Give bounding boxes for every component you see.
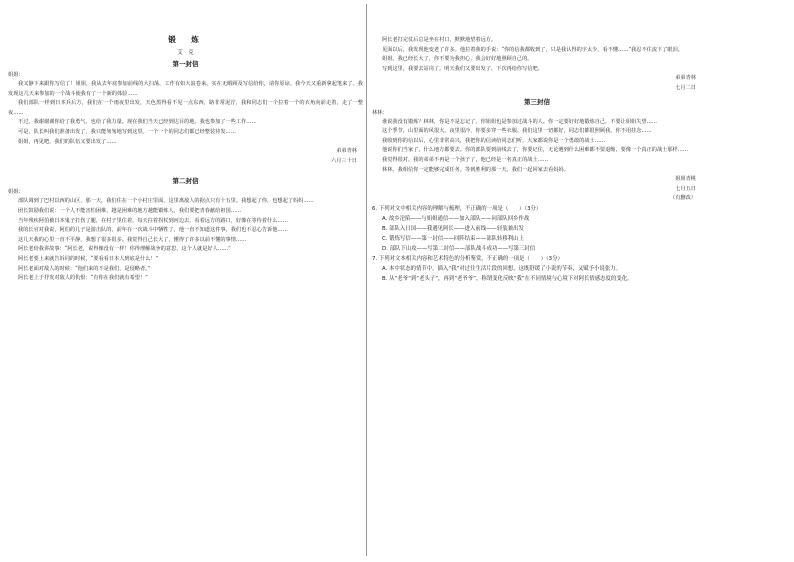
letter-2-heading: 第二封信 (172, 177, 199, 186)
letter-2-paragraph: 阿长老要上来就告诉同的时候，“要看看日本人到底是什么！” (18, 255, 159, 262)
letter-2-continued-paragraph: 见面以后，我发现他变老了许多。他拉着我的手说：“你的信我都收到了，只是我认得的字太少，看不懂……”我忍不住流下了眼泪。 (382, 46, 683, 53)
letter-3-heading: 第三封信 (524, 97, 550, 106)
letter-3-paragraph: 林林，我相信你一定能够完成任务。等到胜利的那一天，我们一起回家去看妈妈。 (382, 166, 569, 173)
letter-3-date: 七月五日 (675, 185, 696, 192)
question-7-option-b: B. 从“老爷”到“老头子”，再到“老爷爷”，称谓变化反映“我”在不同情境与心境下对阿长情感态度的变化。 (382, 275, 633, 282)
letter-1-paragraph: 姐姐，再见吧，我们的队伍又要出发了…… (18, 138, 117, 145)
letter-2-continued-paragraph: 阿长老打完仗后总是坐在村口，默默地望着远方。 (382, 37, 497, 43)
letter-3-signature: 姐姐青桃 (675, 176, 696, 183)
letter-1-paragraph: 我们部队一样到日本兵后方，我们在一个雨夜里出发，天色黑得看不见一点东西，路非常泥泞，我和同志们一个拉着一个的衣角向前走着，走了一整夜…… (8, 100, 363, 116)
letter-3-paragraph: 他说你们当家了，什么地方都要去。你的部队要到前线去了，你要记住，无论遇到什么困难都不要退缩，要像一个真正的战士那样…… (382, 147, 689, 154)
letter-1-date: 六月三十日 (331, 157, 357, 164)
letter-2-paragraph: 部队调到了巴村以西的山区，那一天，我们住在一个小村庄里面，这里离敌人的据点只有十五里。我想起了你，也想起了妈妈…… (18, 198, 314, 205)
question-7-stem: 7. 下列对文本相关内容和艺术特色的分析鉴赏，不正确的一项是（ ）（3分） (372, 255, 563, 262)
question-6-option-a: A. 故乡沦陷——与姐姐通信——加入部队——同部队回乡作战 (382, 215, 530, 222)
question-7-option-a: A. 本中状态的情节中，插入“我”对过往生活片段的回想，这既舒缓了小说的节奏，又赋予小说张力。 (382, 265, 622, 272)
letter-3-paragraph: 这个季节，山里面的风很大，夜里很冷，你要多穿一些衣服。我们这里一切都好，同志们都很照顾我，你不用挂念…… (382, 128, 652, 135)
letter-2-paragraph: 我的长官对我说，阿伯的儿子是游击队的，前年在一次战斗中牺牲了，他一直不知道这件事，我们也不忍心告诉他…… (18, 227, 288, 234)
story-author: 艾 克 (177, 50, 194, 56)
letter-3-paragraph: 我收到你的信以后，心里非常高兴，我把你的信读给同志们听，大家都说你是一个勇敢的战士…… (382, 137, 606, 144)
letter-3-salutation: 林林： (372, 109, 388, 116)
letter-1-paragraph: 我又静下来跟你写信了！姐姐，我从去年底参加前线的大扫荡，工作有如大浪卷来，实在无暇顾及写信给你，请你原谅。我今天又重新拿起笔来了。我发现这几天来参加的一个战斗使我有了一个新的体验…… (8, 81, 363, 97)
letter-2-signature: 弟弟青林 (675, 75, 696, 82)
letter-2-paragraph: 团长鼓励我们说：一个人不能害怕困难，越是困难的地方越能锻炼人，我们要把青春献给祖国…… (18, 207, 242, 214)
column-divider (366, 4, 367, 556)
question-6-option-d: D. 部队下山攻——写第二封信——部队战斗成功——写第三封信 (382, 245, 536, 252)
question-6-stem: 6. 下列对文中相关内容的理解与梳理，不正确的一项是（ ）（3分） (372, 205, 542, 212)
letter-2-date: 七月二日 (675, 84, 696, 91)
letter-2-continued-paragraph: 写到这里，我要去站岗了。明天我们又要出发了，下次再给你写信吧。 (382, 65, 543, 72)
letter-2-paragraph: 阿长老面对敌人的时候：“他们来的不是我们，是侵略者。” (18, 265, 151, 272)
right-column (372, 0, 702, 562)
story-title: 锻 炼 (168, 35, 203, 44)
letter-3-paragraph: 我觉得很对，我的弟弟不再是一个孩子了，他已经是一名真正的战士…… (382, 156, 549, 163)
letter-2-salutation: 姐姐： (8, 189, 24, 196)
letter-3-paragraph: 谁说我没有锻炼？林林，你是不是忘记了，你姐姐也是参加过战斗的人。你一定要好好地锻炼自己，不要让姐姐失望…… (382, 118, 657, 125)
letter-2-paragraph: 阿长老给我讲故事：“阿长老，说得像没有一样！你得理解战争的意思，这个人就是好人……” (18, 246, 231, 253)
letter-2-continued-paragraph: 姐姐，我已经长大了，你不要为我担心。我会好好地照顾自己的。 (382, 56, 533, 63)
letter-1-salutation: 姐姐： (8, 72, 24, 78)
source-note: （有删改） (670, 195, 696, 202)
letter-2-paragraph: 当年残疾阿伯被日本鬼子打伤了腿，在村子里住着，每天拄着拐杖到河边去，看着远方的路口，好像在等待着什么…… (18, 217, 288, 224)
letter-1-paragraph: 可是，队长叫我们准备出发了，我只能匆匆地写到这里。一个一个的同志们都已经整装待发…… (18, 128, 236, 135)
letter-1-paragraph: 不过，我谢谢谢你给了我勇气，也给了我力量。现在我们当天已经到达目的地，我也参加了一些工作…… (18, 119, 257, 126)
letter-2-paragraph: 这几天我的心里一直不平静，我想了很多很多。我觉得自己长大了，懂得了许多以前不懂的事情…… (18, 236, 247, 243)
left-column (8, 0, 363, 562)
letter-2-paragraph: 阿长老上于抒发对敌人的仇恨：“有你在我们就有希望！” (18, 275, 148, 282)
question-6-option-b: B. 部队入日国——我遇见阿长——进入前线——轻装兼出发 (382, 225, 524, 232)
letter-1-heading: 第一封信 (172, 60, 199, 68)
question-6-option-c: C. 锻炼写信——第一封信——回阵结束——部队转移利山上 (382, 235, 524, 242)
letter-1-signature: 弟弟青林 (336, 148, 357, 155)
